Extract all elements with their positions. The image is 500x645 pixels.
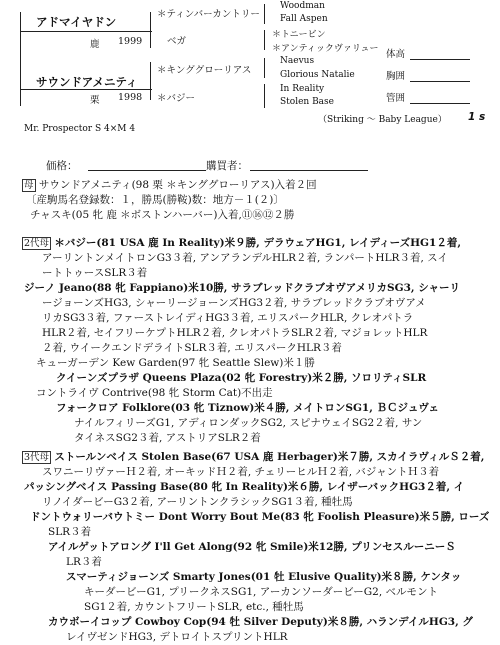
- family-number: 1 s: [468, 111, 486, 123]
- third-dam-line-6: アイルゲットアロング I'll Get Along(92 牝 Smile)米12勝, プリンセスルーニーＳ: [48, 541, 456, 553]
- second-dam-line-2: ートトゥースSLR３着: [42, 267, 148, 279]
- third-dam-line-9: キーダービーG1, プリークネスSG1, アーカンソーダービーG2, ベルモント: [84, 586, 439, 598]
- dss: Naevus: [280, 56, 315, 66]
- third-dam-line-0: ストールンベイス Stolen Base(67 USA 鹿 Herbager)米７勝, スカイラヴィルＳ２着,: [54, 451, 485, 463]
- sire-name: アドマイヤドン: [36, 15, 117, 29]
- dds: In Reality: [280, 84, 325, 94]
- second-dam-line-9: クイーンズプラザ Queens Plaza(02 牝 Forestry)米２勝, ソロリティSLR: [56, 372, 427, 384]
- dam-line-2: 〔産駒馬名登録数：１，勝馬(勝鞍)数：地方－１(２)〕: [26, 194, 284, 206]
- buyer-field[interactable]: [250, 170, 368, 171]
- dd: ＊バジー: [157, 93, 196, 104]
- third-dam-line-5: SLR３着: [48, 526, 92, 538]
- sire-color: 鹿: [90, 39, 100, 50]
- second-dam-section: [22, 236, 461, 446]
- second-dam-line-12: ナイルフィリーズG1, アディロンダックSG2, スピナウェイSG2２着, サン: [74, 417, 423, 429]
- third-dam-line-4: ドントウォリーバウトミー Dont Worry Bout Me(83 牝 Foolish Pleasure)米５勝, ローズ: [30, 511, 490, 523]
- second-dam-line-7: ２着, ウイークエンドデライトSLR３着, エリスパークHLR３着: [42, 342, 342, 354]
- inbreed: Mr. Prospector S 4×M 4: [24, 124, 136, 134]
- third-dam-line-7: LR３着: [66, 556, 102, 568]
- price-field[interactable]: [88, 170, 206, 171]
- second-dam-line-0: ＊バジー(81 USA 鹿 In Reality)米９勝, デラウェアHG1, レイディーズHG1２着,: [54, 237, 461, 249]
- second-dam-line-8: キューガーデン Kew Garden(97 牝 Seattle Slew)米１勝: [36, 357, 315, 369]
- third-dam-tag: 3代母: [24, 452, 50, 463]
- dam-bracket: [150, 62, 151, 100]
- second-dam-line-4: ージョーンズHG3, シャーリージョーンズHG3２着, サラブレッドクラブオヴアメ: [42, 297, 426, 309]
- third-dam-line-8: スマーティジョーンズ Smarty Jones(01 牡 Elusive Quality)米８勝, ケンタッ: [66, 571, 462, 583]
- second-dam-line-10: コントライヴ Contrive(98 牝 Storm Cat)不出走: [36, 387, 273, 399]
- second-dam-line-11: フォークロア Folklore(03 牝 Tiznow)米４勝, メイトロンSG1, ＢＣジュヴェ: [56, 402, 439, 414]
- dam-line-1: サウンドアメニティ(98 栗 ＊キンググローリアス)入着２回: [38, 179, 317, 191]
- height-label: 体高: [386, 49, 406, 60]
- ss: ＊ティンバーカントリー: [157, 9, 260, 20]
- dam-tag: 母: [24, 180, 34, 191]
- third-dam-line-1: スワニーリヴァーＨ２着, オーキッドＨ２着, チェリーヒルＨ２着, バジャントＨ３着: [42, 466, 440, 478]
- sd: ベガ: [167, 36, 187, 47]
- second-dam-line-3: ジーノ Jeano(88 牝 Fappiano)米10勝, サラブレッドクラブオヴアメリカSG3, シャーリ: [24, 282, 460, 294]
- bracket-ds: [264, 58, 265, 78]
- sire-underline: [20, 31, 152, 32]
- second-dam-line-1: アーリントンメイトロンG3３着, アンアランデルHLR２着, ランパートHLR３着, スイ: [42, 252, 448, 264]
- sss: Woodman: [280, 1, 325, 11]
- dam-underline: [20, 89, 152, 90]
- dsd: Glorious Natalie: [280, 70, 355, 80]
- chest-label: 胸囲: [386, 71, 406, 82]
- sire-bracket: [150, 12, 151, 48]
- third-dam-section: [22, 450, 489, 645]
- second-dam-line-6: HLR２着, セイフリーケプトHLR２着, クレオパトラSLR２着, マジョレットHLR: [42, 327, 428, 339]
- ddd: Stolen Base: [280, 97, 334, 107]
- ssd: Fall Aspen: [280, 14, 328, 24]
- cannon-label: 管囲: [386, 93, 406, 104]
- sire-year: 1999: [118, 36, 143, 47]
- ds: ＊キンググローリアス: [157, 65, 252, 76]
- bracket-ss: [264, 4, 265, 24]
- second-dam-tag: 2代母: [24, 238, 50, 249]
- cannon-field[interactable]: [410, 103, 470, 104]
- buyer-label: 購買者：: [206, 160, 248, 172]
- second-dam-line-13: タイネスSG2３着, アストリアSLR２着: [74, 432, 261, 444]
- third-dam-line-11: カウボーイコップ Cowboy Cop(94 牡 Silver Deputy)米８勝, ハランデイルHG3, グ: [48, 616, 473, 628]
- third-dam-line-10: SG1２着, カウントフリートSLR, etc., 種牡馬: [84, 601, 304, 613]
- chest-field[interactable]: [410, 81, 470, 82]
- third-dam-line-12: レイヴゼンドHG3, デトロイトスプリントHLR: [66, 631, 288, 643]
- dam-color: 栗: [90, 95, 100, 106]
- bracket-sd: [264, 30, 265, 50]
- price-label: 価格：: [46, 160, 78, 172]
- dam-name: サウンドアメニティ: [36, 75, 138, 89]
- bracket-dd: [264, 84, 265, 108]
- sds: ＊トニービン: [272, 30, 326, 40]
- dam-year: 1998: [118, 92, 143, 103]
- dam-section: [22, 178, 317, 223]
- third-dam-line-3: リノイダービーG3２着, アーリントンクラシックSG1３着, 種牡馬: [42, 496, 353, 508]
- second-dam-line-5: リカSG3３着, ファーストレイディHG3３着, エリスパークHLR, クレオパトラ: [42, 312, 414, 324]
- dam-line-3: チャスキ(05 牝 鹿 ＊ボストンハーバー)入着,⑪⑯⑫２勝: [30, 209, 295, 221]
- left-bracket: [20, 12, 21, 106]
- third-dam-line-2: パッシングベイス Passing Base(80 牝 In Reality)米６勝, レイザーバックHG3２着, イ: [24, 481, 465, 493]
- height-field[interactable]: [410, 59, 470, 60]
- sdd: ＊アンティックヴァリュー: [272, 44, 379, 54]
- family-note: （Striking ～ Baby League）: [318, 115, 447, 125]
